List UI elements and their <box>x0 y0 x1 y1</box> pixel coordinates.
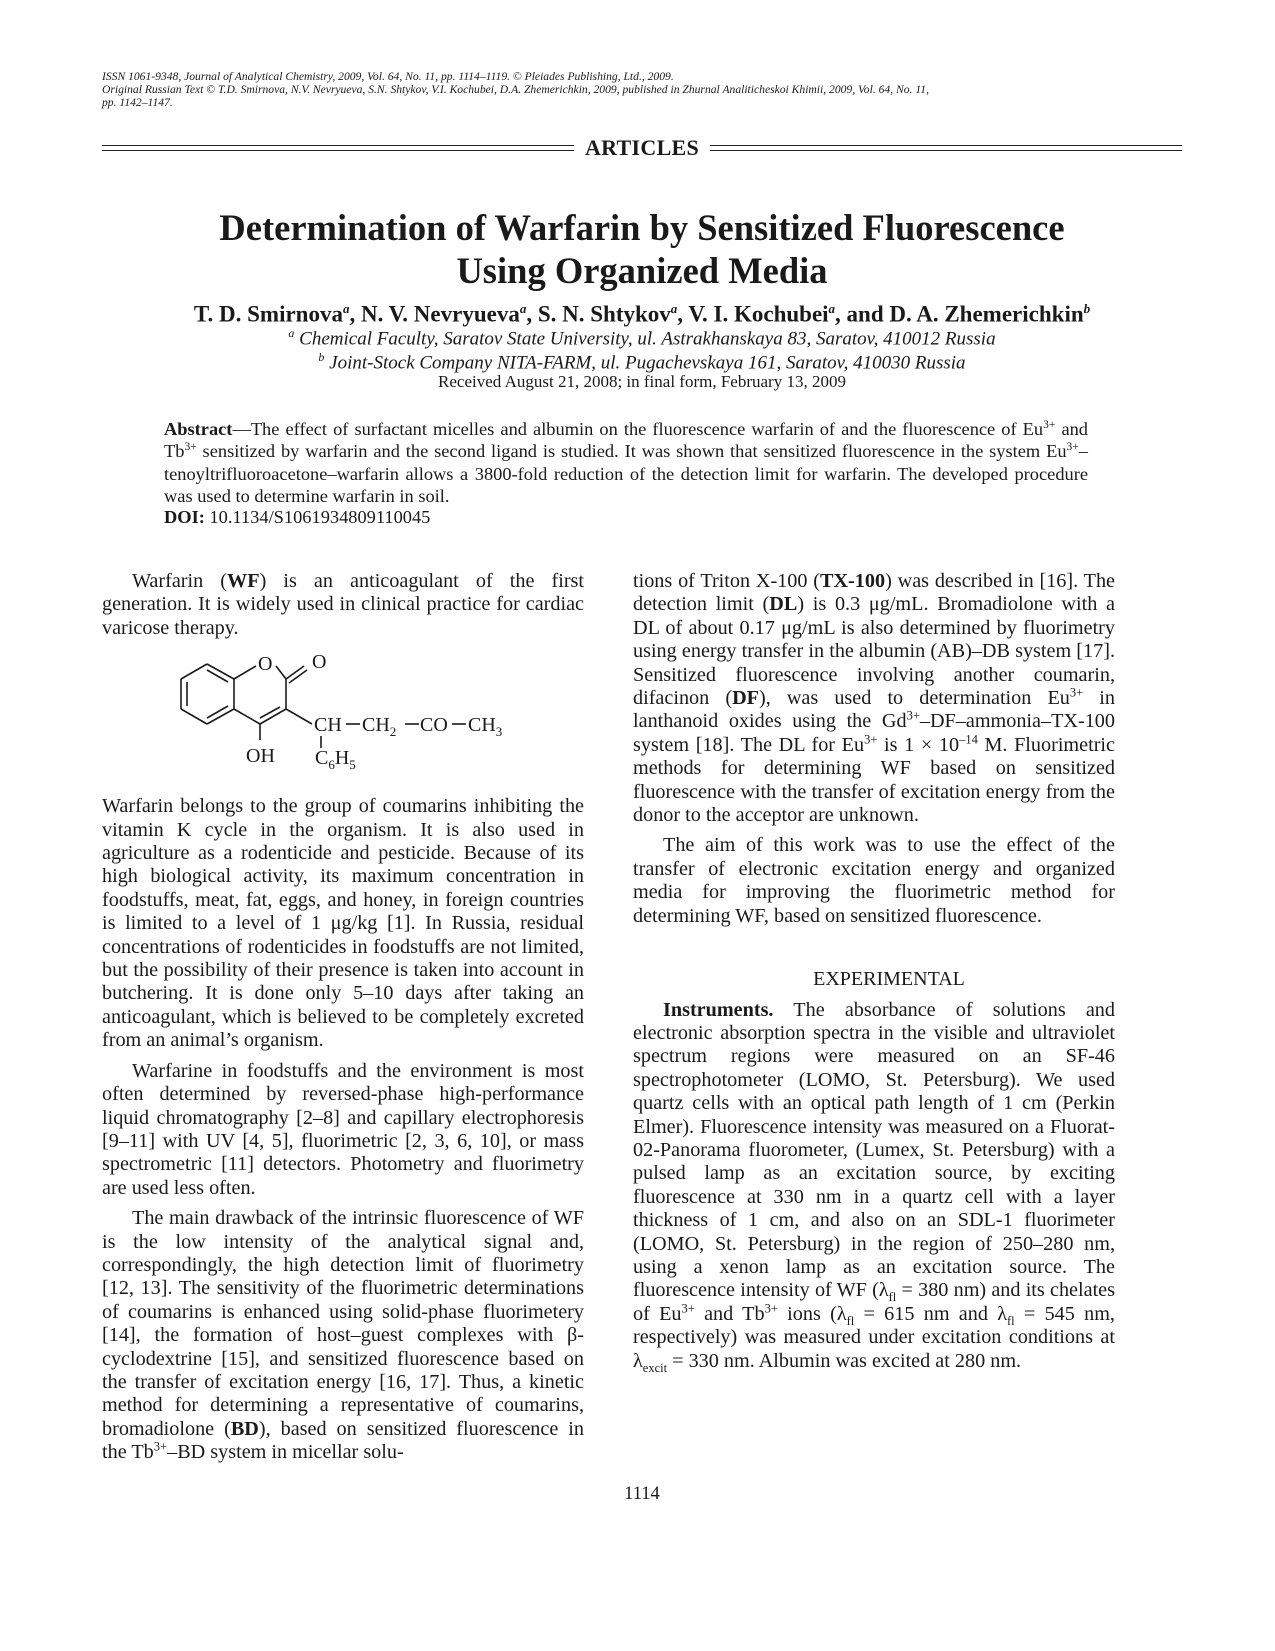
charge-superscript: 3+ <box>681 1301 695 1316</box>
bond <box>276 666 286 679</box>
affiliation-text: Chemical Faculty, Saratov State University, ul. Astrakhanskaya 83, Saratov, 410012 Russia <box>299 328 996 350</box>
subscript: excit <box>642 1360 668 1375</box>
author-affiliation-mark: a <box>670 301 678 316</box>
title-line-2: Using Organized Media <box>456 250 828 291</box>
charge-superscript: 3+ <box>153 1439 168 1454</box>
author-separator: , <box>526 301 538 327</box>
charge-superscript: 3+ <box>184 441 197 454</box>
ch2-label: $CH_2$ <box>362 714 397 739</box>
section-divider <box>102 135 1182 161</box>
hydroxyl-label: OH <box>246 745 275 767</box>
text: g/kg [1]. In Russia, residual concentrations of rodenticides in foodstuffs are not limited, but the possibility of their presence is taken into account in butchering. It is done only 5–10 days after taking an anticoagulant, which is believed to be completely excreted from an animal’s organism. <box>102 912 584 1052</box>
text: in lanthanoid oxides using the Gd <box>633 687 1116 733</box>
text: = 545 nm, respectively) was measured under excitation conditions at <box>633 1302 1115 1349</box>
abstract-text: –tenoyltrifluoroacetone–warfarin allows a 3800-fold reduction of the detection limit for warfarin. The developed procedure was used to determine warfarin in soil. <box>164 441 1088 506</box>
title-line-1: Determination of Warfarin by Sensitized Fluorescence <box>219 207 1065 248</box>
charge-superscript: 3+ <box>906 708 920 723</box>
text: ), was used to determination Eu <box>758 687 1070 710</box>
text: g/mL is also determined by fluorimetry using energy transfer in the albumin (AB)–DB system [17]. Sensitized fluorescence involving another coumarin, difacinon ( <box>633 616 1115 710</box>
author-affiliation-mark: a <box>519 301 527 316</box>
charge-superscript: 3+ <box>864 732 878 747</box>
author-separator: , <box>677 301 689 327</box>
paragraph <box>102 1207 584 1464</box>
lambda-symbol: λ <box>633 1349 643 1372</box>
aromatic-bond <box>207 706 228 718</box>
text: = 380 nm) and its chelates of Eu <box>633 1279 1115 1325</box>
text: -cyclodextrine [15], and sensitized fluorescence based on the transfer of excitation energy [16, 17]. Thus, a kinetic method for determining a representative of coumarins, bromadiolone ( <box>102 1324 584 1440</box>
mu-symbol: μ <box>330 912 342 935</box>
author-name: S. N. Shtykov <box>537 301 671 327</box>
text: ions ( <box>777 1302 837 1325</box>
subsection-label: Instruments. <box>663 998 774 1021</box>
abbreviation: BD <box>230 1417 259 1440</box>
page-number: 1114 <box>624 1484 660 1504</box>
double-bond <box>260 707 280 718</box>
double-rule-right <box>710 145 1182 151</box>
bond <box>234 666 256 679</box>
co-label: CO <box>420 714 448 736</box>
text: M. Fluorimetric methods for determining WF based on sensitized fluorescence with the transfer of excitation energy from the donor to the acceptor are unknown. <box>633 733 1115 827</box>
right-column <box>633 570 1115 1380</box>
journal-header-line-1: ISSN 1061-9348, Journal of Analytical Chemistry, 2009, Vol. 64, No. 11, pp. 1114–1119. © Pleiades Publishing, Ltd., 2009. <box>102 70 674 83</box>
abstract-text: sensitized by warfarin and the second ligand is studied. It was shown that sensitized fluorescence in the system Eu <box>196 441 1067 462</box>
exponent-superscript: –14 <box>959 732 978 747</box>
lambda-symbol: λ <box>836 1302 847 1325</box>
abstract-text: —The effect of surfactant micelles and albumin on the fluorescence warfarin of and the fluorescence of Eu <box>232 419 1044 439</box>
affiliation-mark: b <box>318 350 325 364</box>
text: The absorbance of solutions and electronic absorption spectra in the visible and ultraviolet spectrum regions were measured on an SF-46 spectrophotometer (LOMO, St. Petersburg). We used quartz cells with an optical path length of 1 cm (Perkin Elmer). Fluorescence intensity was measured on a Fluorat-02-Panorama fluorometer, (Lumex, St. Petersburg) with a pulsed lamp as an excitation source, by exciting fluorescence at 330 nm in a quartz cell with a layer thickness of 1 cm, and also on an SDL-1 fluorimeter (LOMO, St. Petersburg) in the region of 250–280 nm, using a xenon lamp as an excitation source. The fluorescence intensity of WF ( <box>633 998 1115 1302</box>
text: –BD system in micellar solu- <box>167 1441 404 1464</box>
section-label: ARTICLES <box>584 135 700 160</box>
charge-superscript: 3+ <box>1069 685 1084 700</box>
paragraph: The aim of this work was to use the effect of the transfer of electronic excitation energy and organized media for improving the fluorimetric method for determining WF, based on sensitized fluorescence. <box>633 834 1115 927</box>
text: = 615 nm and <box>854 1302 998 1325</box>
journal-header-line-3: pp. 1142–1147. <box>102 96 173 109</box>
received-dates: Received August 21, 2008; in final form, February 13, 2009 <box>438 372 846 391</box>
charge-superscript: 3+ <box>764 1301 778 1316</box>
aromatic-bond <box>207 670 228 682</box>
paragraph <box>633 570 1115 827</box>
author-affiliation-mark: a <box>828 301 836 316</box>
text: ), based on sensitized fluorescence in the Tb <box>102 1417 584 1464</box>
lambda-symbol: λ <box>878 1279 889 1302</box>
ch-label: CH <box>314 714 342 736</box>
phenyl-label: $C_6H_5$ <box>315 747 356 772</box>
abbreviation: TX-100 <box>820 570 886 592</box>
affiliation-text: Joint-Stock Company NITA-FARM, ul. Pugachevskaya 161, Saratov, 410030 Russia <box>329 352 966 374</box>
text: The main drawback of the intrinsic fluorescence of WF is the low intensity of the analytical signal and, correspondingly, the high detection limit of fluorimetry [12, 13]. The sensitivity of the fluorimetric determinations of coumarins is enhanced using solid-phase fluorimetery [14], the formation of host–guest complexes with <box>102 1207 584 1347</box>
author-name: D. A. Zhemerichkin <box>889 301 1084 327</box>
abstract <box>164 418 1088 507</box>
text: Warfarin ( <box>132 570 228 592</box>
text: is 1 × 10 <box>877 733 960 756</box>
carbonyl-oxygen-label: O <box>312 651 327 673</box>
author-name: T. D. Smirnova <box>193 301 343 327</box>
paragraph: Warfarine in foodstuffs and the environment is most often determined by reversed-phase high-performance liquid chromatography [2–8] and capillary electrophoresis [9–11] with UV [4, 5], fluorimetric [2, 3, 6, 10], or mass spectrometric [11] detectors. Photometry and fluorimetry are used less often. <box>102 1059 584 1199</box>
warfarin-structure-diagram <box>176 644 536 772</box>
ch3-label: $CH_3$ <box>468 714 503 739</box>
author-affiliation-mark: a <box>342 301 350 316</box>
affiliation-b <box>102 346 1182 374</box>
paragraph <box>633 999 1115 1374</box>
lambda-symbol: λ <box>997 1302 1008 1325</box>
carbonyl-bond <box>286 666 304 679</box>
beta-symbol: β <box>566 1324 578 1347</box>
double-rule-left <box>102 145 574 151</box>
section-heading-experimental: EXPERIMENTAL <box>813 968 965 991</box>
side-chain-bond <box>286 709 312 724</box>
author-name: N. V. Nevryueva <box>360 301 520 327</box>
mu-symbol: μ <box>868 593 880 616</box>
mu-symbol: μ <box>781 616 792 639</box>
author-separator: , and <box>835 301 890 327</box>
journal-header <box>102 70 1182 109</box>
journal-header-line-2: Original Russian Text © T.D. Smirnova, N.V. Nevryueva, S.N. Shtykov, V.I. Kochubei, D.A. Zhemerichkin, 2009, published in Zhurnal Analiticheskoi Khimii, 2009, Vol. 64, No. 11, <box>102 83 929 96</box>
charge-superscript: 3+ <box>1043 418 1056 431</box>
affiliation-mark: a <box>288 326 295 340</box>
author-name: V. I. Kochubei <box>688 301 829 327</box>
abbreviation: WF <box>227 570 260 592</box>
text: ) was described in [16]. The detection limit ( <box>633 570 1115 616</box>
carbonyl-bond <box>289 670 307 683</box>
text: g/mL. Bromadiolone with a DL of about 0.17 <box>633 593 1115 639</box>
author-affiliation-mark: b <box>1083 301 1091 316</box>
paragraph <box>102 795 584 1052</box>
bond <box>181 664 207 679</box>
abbreviation: DL <box>769 593 798 616</box>
text: Warfarin belongs to the group of coumarins inhibiting the vitamin K cycle in the organism. It is also used in agriculture as a rodenticide and pesticide. Because of its high biological activity, its maximum concentration in foodstuffs, meat, fat, eggs, and honey, in foreign countries is limited to a level of 1 <box>102 795 584 935</box>
article-title <box>102 206 1182 292</box>
text: = 330 nm. Albumin was excited at 280 nm. <box>667 1349 1022 1372</box>
doi <box>164 506 430 528</box>
ring-oxygen-label: O <box>258 653 273 675</box>
bond <box>234 709 260 724</box>
paragraph <box>102 570 584 640</box>
charge-superscript: 3+ <box>1066 441 1079 454</box>
abstract-text: and Tb <box>164 419 1089 462</box>
text: ) is 0.3 <box>797 593 869 616</box>
abbreviation: DF <box>732 687 759 710</box>
text: tions of Triton X-100 ( <box>633 570 821 592</box>
subscript: fl <box>846 1313 855 1328</box>
bond <box>181 709 207 724</box>
doi-label: DOI: <box>164 507 205 527</box>
subscript: fl <box>888 1290 897 1305</box>
abstract-label: Abstract <box>164 419 233 439</box>
text: ) is an anticoagulant of the first generation. It is widely used in clinical practice for cardiac varicose therapy. <box>102 570 585 639</box>
author-separator: , <box>349 301 361 327</box>
subscript: fl <box>1007 1313 1015 1328</box>
doi-value[interactable]: 10.1134/S1061934809110045 <box>209 507 431 527</box>
text: –DF–ammonia–TX-100 system [18]. The DL for Eu <box>633 710 1115 756</box>
text: and Tb <box>694 1302 765 1325</box>
